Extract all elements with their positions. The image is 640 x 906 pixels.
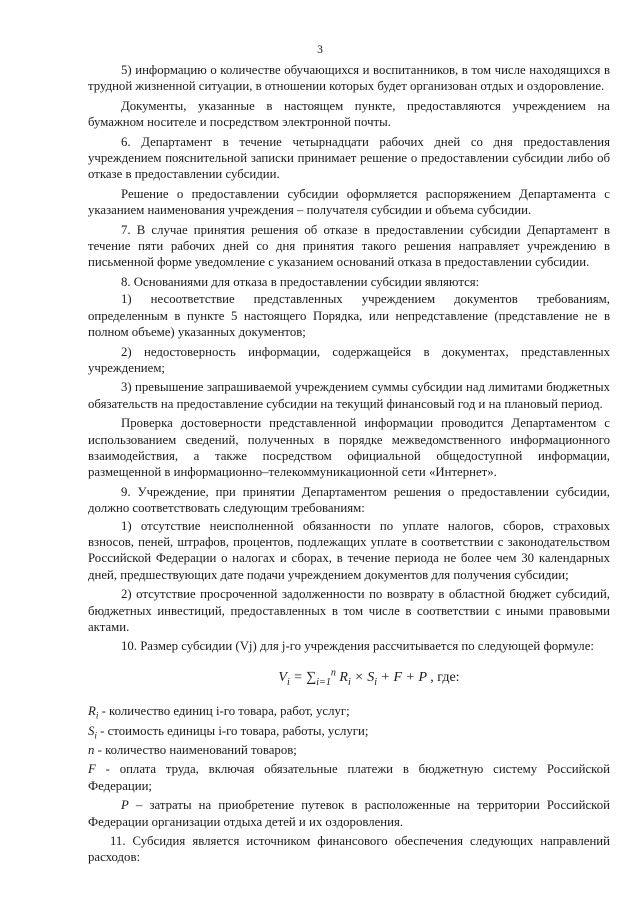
paragraph-decision: Решение о предоставлении субсидии оформляется распоряжением Департамента с указанием наименования учреждения – получателя субсидии и объема субсидии. <box>88 186 610 218</box>
page-number: 3 <box>317 44 323 56</box>
paragraph-item-5: 5) информацию о количестве обучающихся и воспитанников, в том числе находящихся в трудной жизненной ситуации, в отношении которых будет организован отдых и оздоровление. <box>88 63 610 94</box>
paragraph-refusal-2: 2) недостоверность информации, содержащейся в документах, представленных учреждением; <box>88 344 610 375</box>
paragraph-verification: Проверка достоверности представленной информации проводится Департаментом с использованием сведений, полученных в порядке межведомственного информационного взаимодействия, а также посредством официальной общедоступной информации, размещенной в информационно–телекоммуникационной сети «Интернет». <box>88 416 610 480</box>
paragraph-point-9: 9. Учреждение, при принятии Департаментом решения о предоставлении субсидии, должно соответствовать следующим требованиям: <box>88 484 610 516</box>
paragraph-requirement-2: 2) отсутствие просроченной задолженности по возврату в областной бюджет субсидий, бюджетных инвестиций, предоставленных в том числе в соответствии с иными правовыми актами. <box>88 587 610 634</box>
definition-p: P – затраты на приобретение путевок в расположенные на территории Российской Федерации организации отдыха детей и их оздоровления. <box>88 798 610 829</box>
definition-s: $S_i$ - стоимость единицы i-го товара, работы, услуги; <box>88 723 369 741</box>
subsidy-formula: $V_i = \sum_{i=1}^n$ $R_i \times S_i + F + P$ , где: <box>278 667 460 688</box>
paragraph-requirement-1: 1) отсутствие неисполненной обязанности по уплате налогов, сборов, страховых взносов, пеней, штрафов, процентов, подлежащих уплате в соответствии с законодательством Российской Федерации о налогах и сборах, в течение периода не более чем 30 календарных дней, предшествующих дате подачи учреждением документов для получения субсидии; <box>88 518 610 582</box>
paragraph-point-6: 6. Департамент в течение четырнадцати рабочих дней со дня предоставления учреждением пояснительной записки принимает решение о предоставлении субсидии либо об отказе в предоставлении субсидии. <box>88 134 610 182</box>
paragraph-point-8: 8. Основаниями для отказа в предоставлении субсидии являются: <box>121 274 480 289</box>
definition-f: F - оплата труда, включая обязательные платежи в бюджетную систему Российской Федерации; <box>88 762 610 793</box>
definition-r: $R_i$ - количество единиц i-го товара, работ, услуг; <box>88 704 350 721</box>
paragraph-point-10: 10. Размер субсидии (Vj) для j-го учреждения рассчитывается по следующей формуле: <box>121 639 594 654</box>
paragraph-documents-note: Документы, указанные в настоящем пункте, предоставляются учреждением на бумажном носителе и посредством электронной почты. <box>88 98 610 130</box>
definition-n: n - количество наименований товаров; <box>88 743 297 758</box>
paragraph-point-11: 11. Субсидия является источником финансового обеспечения следующих направлений расходов: <box>88 834 610 865</box>
paragraph-refusal-1: 1) несоответствие представленных учреждением документов требованиям, определенным в пункте 5 настоящего Порядка, или непредставление (представление не в полном объеме) указанных документов; <box>88 292 610 340</box>
paragraph-refusal-3: 3) превышение запрашиваемой учреждением суммы субсидии над лимитами бюджетных обязательств на предоставление субсидии на текущий финансовый год и на плановый период. <box>88 380 610 411</box>
document-body <box>88 62 610 869</box>
paragraph-point-7: 7. В случае принятия решения об отказе в предоставлении субсидии Департамент в течение пяти рабочих дней со дня принятия такого решения направляет учреждению в письменной форме уведомление с указанием оснований отказа в предоставлении субсидии. <box>88 222 610 270</box>
